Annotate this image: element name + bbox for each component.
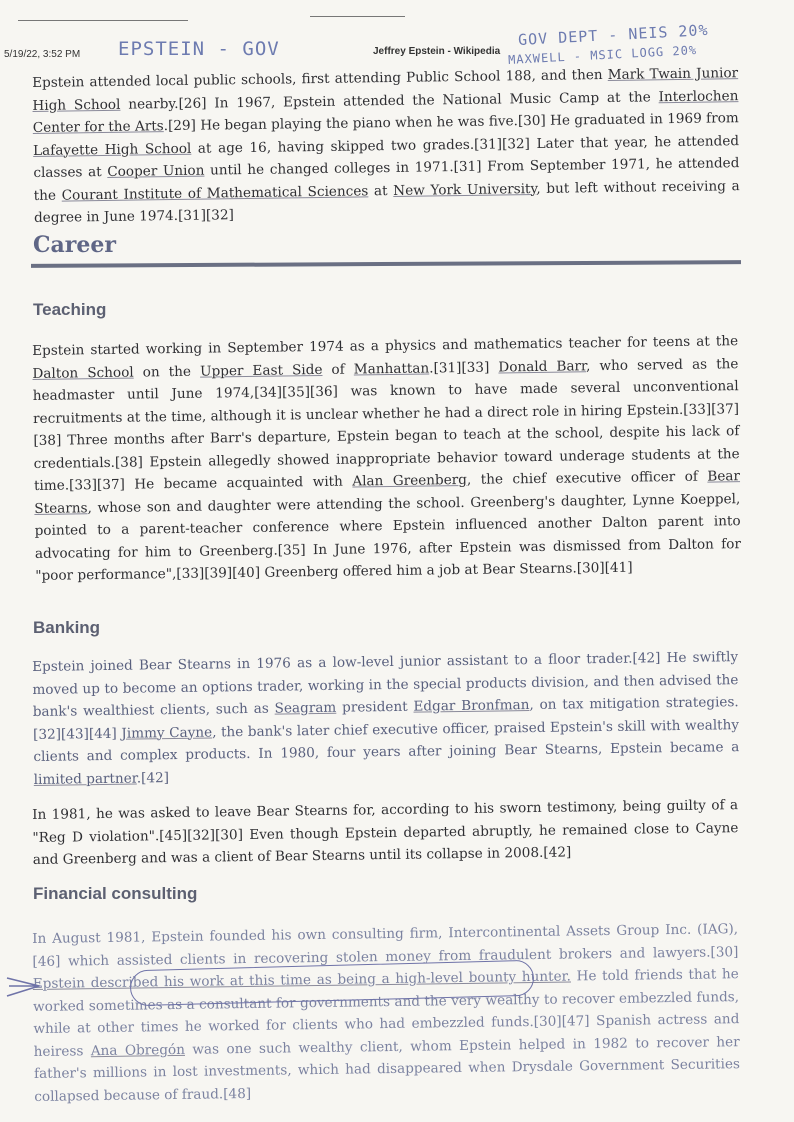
header-rule-left [18,20,188,21]
handwritten-note-left: EPSTEIN - GOV [118,38,280,60]
text: at [368,182,394,199]
text: , who served as the headmaster until June 1974,[34][35][36] was known to have made several unconventional recruitments at the time, although it is unclear whether he had a direct role in hiring Epstein.[33][37][38] Three months after Barr's departure, Epstein began to teach at the school, despite his lack of credentials.[38] Epstein allegedly showed inappropriate behavior toward underage students at the time.[33][37] He became acquainted with [32,355,740,494]
link-courant[interactable]: Courant Institute of Mathematical Sciences [61,182,369,204]
banking-paragraph-2: In 1981, he was asked to leave Bear Stearns for, according to his sworn testimony, being guilty of a "Reg D violation".[45][32][30] Even though Epstein departed abruptly, he remained close to Cayne and Greenberg and was a client of Bear Stearns until its collapse in 2008.[42] [32,797,739,868]
link-limited-partner[interactable]: limited partner [33,770,137,788]
handwritten-note-right-2: MAXWELL - MSIC LOGG 20% [507,43,698,67]
handdrawn-arrow-icon [5,970,43,1002]
education-paragraph [32,62,740,229]
banking-paragraph-1 [32,646,740,791]
link-manhattan[interactable]: Manhattan [353,359,430,378]
text: He told friends that he worked sometimes as a consultant for governments and the very wealthy to recover embezzled funds, while at other times he worked for clients who had embezzled funds.[30][47] Spanish actress and heiress [32,966,740,1060]
link-jimmy-cayne[interactable]: Jimmy Cayne [121,723,213,742]
text: at age 16, having skipped two grades.[31][32] Later that year, he attended classes at [33,132,740,181]
link-seagram[interactable]: Seagram [274,699,337,717]
banking-heading: Banking [33,618,101,637]
link-nyu[interactable]: New York University [393,180,537,199]
link-upper-east-side[interactable]: Upper East Side [199,361,323,380]
text: of [322,361,354,378]
link-ana-obregon[interactable]: Ana Obregón [90,1041,186,1059]
career-heading: Career [33,232,116,258]
text: .[29] He began playing the piano when he was five.[30] He graduated in 1969 from [163,110,739,135]
link-edgar-bronfman[interactable]: Edgar Bronfman [413,697,530,715]
text: .[31][33] [429,358,499,376]
link-cooper-union[interactable]: Cooper Union [107,162,205,180]
text: , but left without receiving a degree in June 1974.[31][32] [33,177,740,226]
financial-paragraph [32,918,740,1108]
teaching-paragraph [32,330,741,587]
print-timestamp: 5/19/22, 3:52 PM [4,49,81,60]
text: .[42] [136,769,170,787]
page-title: Jeffrey Epstein - Wikipedia [373,46,501,57]
text: , the bank's later chief executive officer, praised Epstein's skill with wealthy clients and complex products. In 1980, four years after joining Bear Stearns, Epstein became a [33,716,740,765]
link-dalton[interactable]: Dalton School [32,364,134,382]
handwritten-note-right-1: GOV DEPT - NEIS 20% [517,21,709,49]
link-donald-barr[interactable]: Donald Barr [498,357,587,375]
text: was one such wealthy client, whom Epstein helped in 1982 to recover her father's millions in lost investments, which had disappeared when Drysdale Government Securities collapsed because of fraud.[48] [33,1033,741,1105]
text: until he changed colleges in 1971.[31] From September 1971, he attended the [33,155,740,204]
text: on the [133,363,201,381]
link-lafayette[interactable]: Lafayette High School [32,140,192,159]
link-mark-twain[interactable]: Mark Twain Junior High School [32,65,739,114]
text: Epstein joined Bear Stearns in 1976 as a low-level junior assistant to a floor trader.[42] He swiftly moved up to become an options trader, working in the special products division, and then advised the bank's wealthiest clients, such as [32,649,739,720]
link-bear-stearns[interactable]: Bear Stearns [34,468,741,517]
career-heading-rule [31,260,741,268]
text: Epstein attended local public schools, first attending Public School 188, and then [32,66,608,91]
text: nearby.[26] In 1967, Epstein attended the National Music Camp at the [120,88,659,113]
underlined-quote: Epstein described his work at this time as being a high-level bounty hunter. [32,968,572,992]
link-alan-greenberg[interactable]: Alan Greenberg [352,471,468,490]
teaching-heading: Teaching [33,300,107,319]
text: president [336,698,414,716]
text: , whose son and daughter were attending the school. Greenberg's daughter, Lynne Koeppel, pointed to a parent-teacher conference where Epstein influenced another Dalton parent into advocating for him to Greenberg.[35] In June 1976, after Epstein was dismissed from Dalton for "poor performance",[33][39][40] Greenberg offered him a job at Bear Stearns.[30][41] [34,490,742,584]
text: , the chief executive officer of [466,468,708,488]
link-interlochen[interactable]: Interlochen Center for the Arts [32,87,739,136]
text: In August 1981, Epstein founded his own consulting firm, Intercontinental Assets Group Inc. (IAG),[46] which assisted clients in recovering stolen money from fraudulent brokers and lawyers.[30] [32,921,739,970]
financial-consulting-heading: Financial consulting [33,884,198,903]
header-rule-right [310,16,405,17]
text: Epstein started working in September 1974 as a physics and mathematics teacher for teens at the [32,333,739,359]
text: , on tax mitigation strategies.[32][43][44] [32,694,739,743]
